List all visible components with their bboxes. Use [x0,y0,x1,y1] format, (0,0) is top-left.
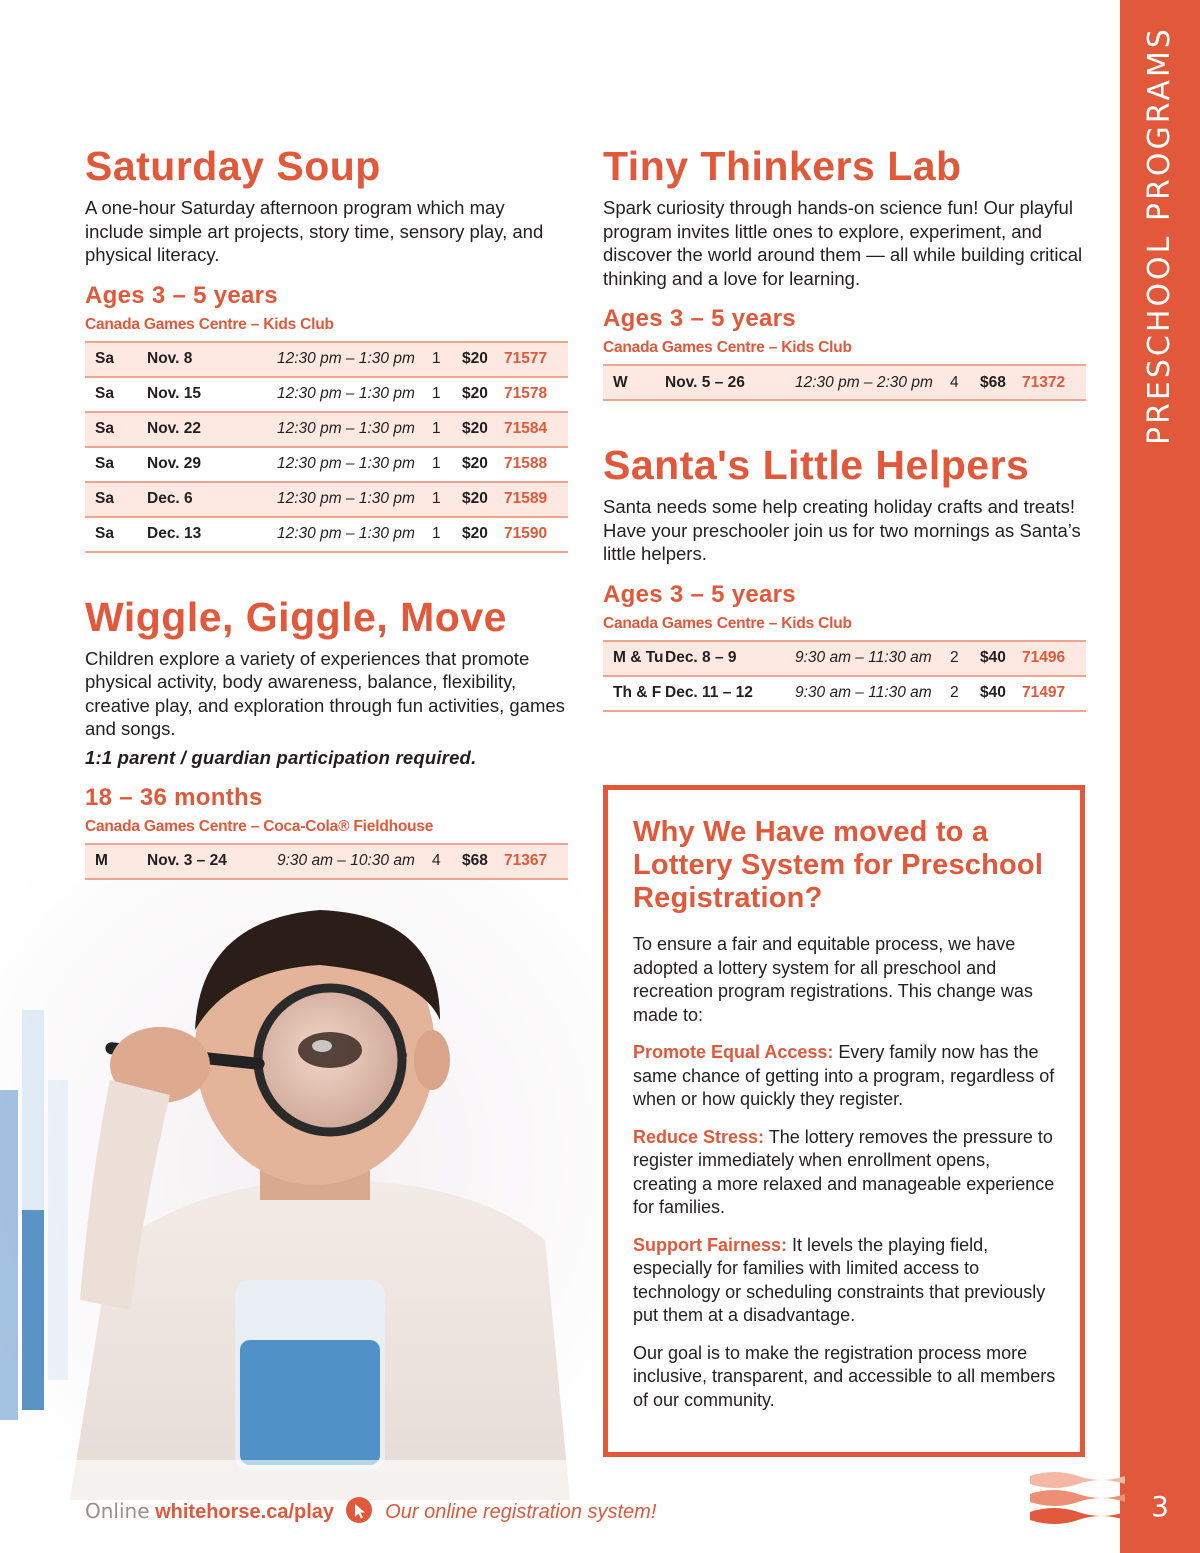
course-code: 71589 [504,490,548,507]
sessions: 1 [432,385,441,402]
right-column [603,140,1086,712]
sessions: 4 [950,373,959,391]
age-range: Ages 3 – 5 years [85,281,278,309]
schedule-table [603,364,1086,401]
sessions: 4 [432,852,441,869]
table-row [603,676,1086,711]
course-code: 71367 [504,852,548,869]
callout-point [633,1234,1058,1328]
date: Nov. 15 [147,385,201,402]
registration-link[interactable]: whitehorse.ca/play [155,1501,335,1523]
table-row [85,342,568,377]
point-lead: Support Fairness: [633,1234,788,1255]
callout-title: Why We Have moved to a Lottery System for Preschool Registration? [633,816,1044,914]
time: 9:30 am – 11:30 am [795,684,932,701]
point-lead: Reduce Stress: [633,1126,765,1147]
footer-online-label: Online [85,1499,150,1523]
left-column [85,140,568,880]
footer-tagline: Our online registration system! [385,1501,657,1523]
price: $68 [980,373,1006,391]
point-text: It levels the playing field, especially for families with limited access to technology or scheduling constraints that previously put them at a disadvantage. [633,1234,1046,1325]
time: 12:30 pm – 1:30 pm [277,385,415,402]
callout-intro: To ensure a fair and equitable process, we have adopted a lottery system for all preschool and recreation program registrations. This change was made to: [633,934,1033,1025]
day: W [613,373,628,391]
date: Nov. 5 – 26 [665,373,745,391]
sessions: 2 [950,649,959,666]
course-code: 71372 [1022,373,1066,391]
program-description: Children explore a variety of experiences that promote physical activity, body awareness, balance, flexibility, creative play, and exploration through fun activities, games and songs. [85,647,565,739]
age-range: Ages 3 – 5 years [603,305,796,332]
price: $20 [462,420,488,437]
table-row [85,482,568,517]
day: M & Tu [613,649,664,666]
price: $40 [980,649,1006,666]
time: 12:30 pm – 1:30 pm [277,420,415,437]
child-magnifying-glass-photo [0,880,600,1500]
program-title: Tiny Thinkers Lab [603,143,962,189]
date: Dec. 8 – 9 [665,649,737,666]
program-description: Spark curiosity through hands-on science fun! Our playful program invites little ones to explore, experiment, and discover the world around them — all while building critical thinking and a love for learning. [603,197,1083,289]
program-santas-little-helpers [603,439,1086,712]
program-title: Santa's Little Helpers [603,442,1030,488]
date: Nov. 29 [147,455,201,472]
lottery-callout [603,785,1085,1457]
course-code: 71496 [1022,649,1066,666]
price: $68 [462,852,488,869]
point-lead: Promote Equal Access: [633,1042,834,1062]
time: 12:30 pm – 2:30 pm [795,373,933,391]
day: Sa [95,350,114,367]
course-code: 71577 [504,350,548,367]
sessions: 1 [432,420,441,437]
date: Nov. 22 [147,420,201,437]
sessions: 1 [432,525,441,542]
sessions: 2 [950,684,959,701]
course-code: 71590 [504,525,548,542]
venue: Canada Games Centre – Kids Club [85,315,334,333]
time: 9:30 am – 11:30 am [795,649,932,666]
price: $20 [462,455,488,472]
callout-point [633,1126,1058,1220]
time: 12:30 pm – 1:30 pm [277,490,415,507]
time: 9:30 am – 10:30 am [277,852,415,869]
cursor-click-icon [346,1497,372,1523]
sessions: 1 [432,350,441,367]
day: Sa [95,490,114,507]
price: $20 [462,385,488,402]
day: M [95,852,108,869]
time: 12:30 pm – 1:30 pm [277,455,415,472]
schedule-table [85,341,568,553]
program-tiny-thinkers-lab [603,140,1086,401]
date: Dec. 13 [147,525,202,542]
price: $20 [462,490,488,507]
participation-note: 1:1 parent / guardian participation required. [85,746,477,768]
program-description: A one-hour Saturday afternoon program which may include simple art projects, story time, sensory play, and physical literacy. [85,197,544,265]
day: Sa [95,385,114,402]
venue: Canada Games Centre – Coca-Cola® Fieldhouse [85,817,434,835]
table-row [85,447,568,482]
schedule-table [85,843,568,880]
callout-closing: Our goal is to make the registration process more inclusive, transparent, and accessible to all members of our community. [633,1342,1056,1410]
time: 12:30 pm – 1:30 pm [277,350,415,367]
day: Sa [95,525,114,542]
date: Dec. 6 [147,490,193,507]
date: Nov. 8 [147,350,193,367]
course-code: 71578 [504,385,548,402]
table-row [603,641,1086,676]
date: Dec. 11 – 12 [665,684,753,701]
table-row [603,365,1086,400]
program-saturday-soup [85,140,568,553]
section-label: PRESCHOOL PROGRAMS [1142,26,1177,445]
price: $20 [462,350,488,367]
course-code: 71497 [1022,684,1066,701]
callout-point [633,1041,1058,1112]
sessions: 1 [432,455,441,472]
wave-decoration [1030,1468,1125,1528]
venue: Canada Games Centre – Kids Club [603,614,852,632]
point-text: The lottery removes the pressure to register immediately when enrollment opens, creating a more relaxed and manageable experience for families. [633,1126,1055,1217]
table-row [85,377,568,412]
price: $20 [462,525,488,542]
table-row [85,412,568,447]
point-text: Every family now has the same chance of getting into a program, regardless of when or how quickly they register. [633,1042,1055,1109]
day: Th & F [613,684,662,701]
sessions: 1 [432,490,441,507]
price: $40 [980,684,1006,701]
page-number: 3 [1151,1490,1169,1523]
table-row [85,517,568,552]
table-row [85,844,568,879]
course-code: 71588 [504,455,548,472]
age-range: 18 – 36 months [85,783,263,811]
program-title: Wiggle, Giggle, Move [85,593,507,640]
day: Sa [95,455,114,472]
time: 12:30 pm – 1:30 pm [277,525,415,542]
age-range: Ages 3 – 5 years [603,580,796,608]
schedule-table [603,640,1086,712]
footer [85,1495,785,1527]
day: Sa [95,420,114,437]
program-title: Saturday Soup [85,143,381,189]
program-wiggle-giggle-move [85,591,568,880]
course-code: 71584 [504,420,548,437]
program-description: Santa needs some help creating holiday crafts and treats! Have your preschooler join us for two mornings as Santa’s little helpers. [603,496,1081,564]
date: Nov. 3 – 24 [147,852,227,869]
venue: Canada Games Centre – Kids Club [603,339,852,356]
